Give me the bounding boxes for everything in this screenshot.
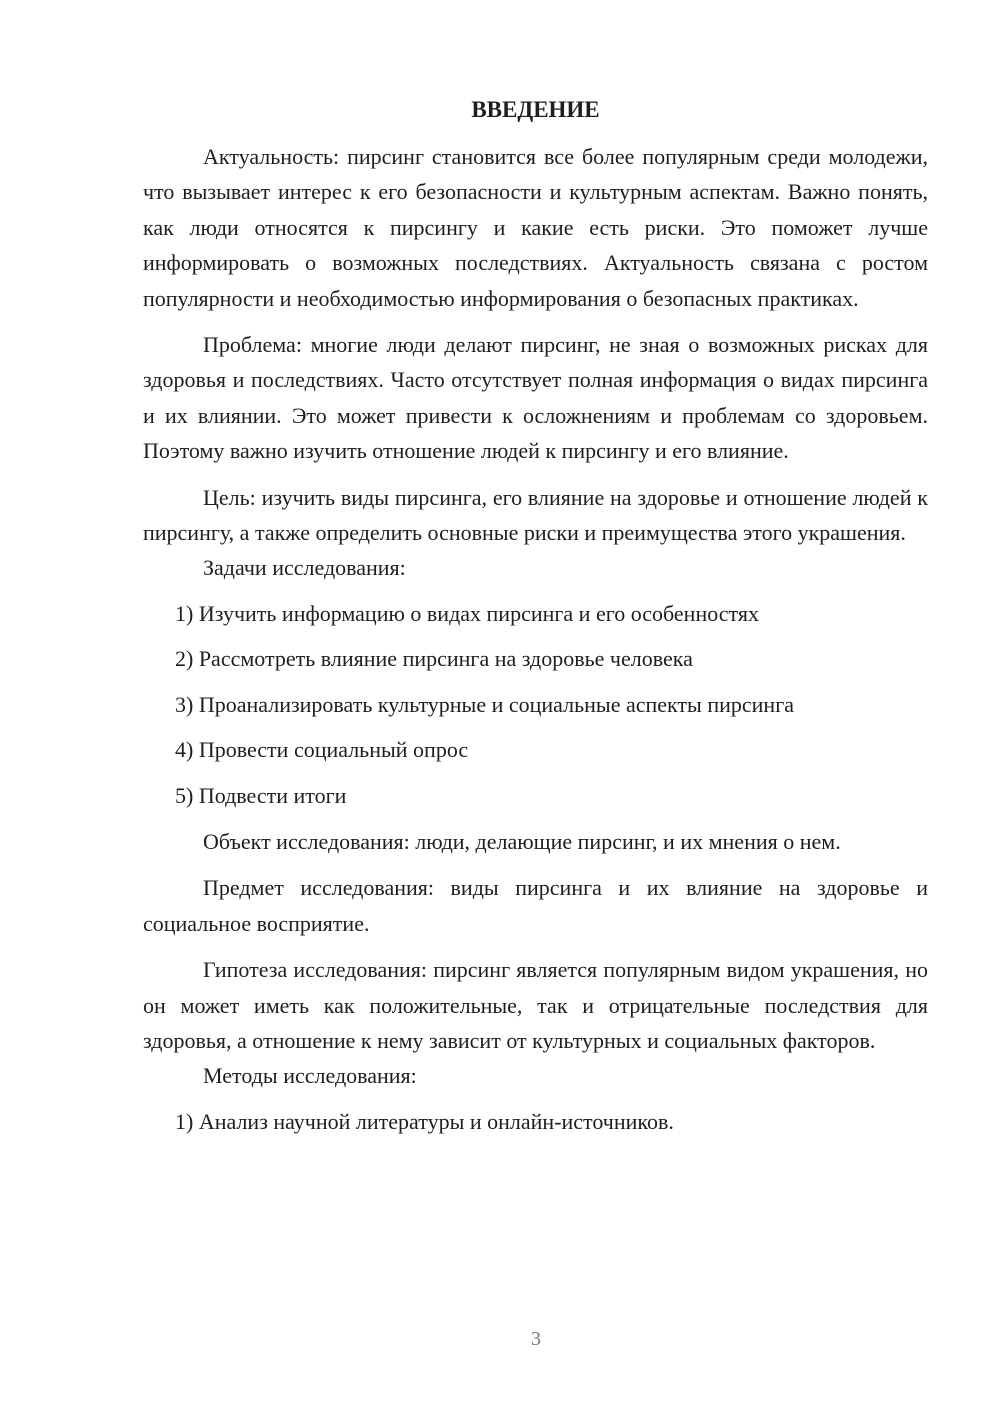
list-item: 3) Проанализировать культурные и социальные аспекты пирсинга — [175, 691, 794, 717]
methods-list — [143, 1104, 928, 1139]
list-item: 4) Провести социальный опрос — [175, 737, 469, 763]
problem-paragraph: Проблема: многие люди делают пирсинг, не зная о возможных рисках для здоровья и последствиях. Часто отсутствует полная информация о видах пирсинга и их влиянии. Это может привести к осложнениям и проблемам со здоровьем. Поэтому важно изучить отношение людей к пирсингу и его влияние. — [143, 332, 928, 464]
methods-heading: Методы исследования: — [203, 1063, 417, 1089]
page-content — [143, 92, 928, 1139]
list-item: 1) Анализ научной литературы и онлайн-источников. — [175, 1108, 674, 1134]
list-item: 5) Подвести итоги — [175, 782, 347, 808]
section-title: ВВЕДЕНИЕ — [471, 97, 600, 122]
relevance-paragraph: Актуальность: пирсинг становится все более популярным среди молодежи, что вызывает интерес к его безопасности и культурным аспектам. Важно понять, как люди относятся к пирсингу и какие есть риски. Это поможет лучше информировать о возможных последствиях. Актуальность связана с ростом популярности и необходимостью информирования о безопасных практиках. — [143, 144, 928, 311]
page-number: 3 — [531, 1328, 541, 1350]
object-paragraph: Объект исследования: люди, делающие пирсинг, и их мнения о нем. — [203, 828, 841, 854]
tasks-heading: Задачи исследования: — [203, 555, 406, 581]
subject-paragraph: Предмет исследования: виды пирсинга и их влияние на здоровье и социальное восприятие. — [143, 875, 928, 936]
tasks-list — [143, 596, 928, 813]
goal-paragraph: Цель: изучить виды пирсинга, его влияние на здоровье и отношение людей к пирсингу, а также определить основные риски и преимущества этого украшения. — [143, 484, 928, 546]
list-item: 2) Рассмотреть влияние пирсинга на здоровье человека — [175, 646, 693, 672]
hypothesis-paragraph: Гипотеза исследования: пирсинг является популярным видом украшения, но он может иметь как положительные, так и отрицательные последствия для здоровья, а отношение к нему зависит от культурных и социальных факторов. — [143, 957, 928, 1053]
list-item: 1) Изучить информацию о видах пирсинга и его особенностях — [175, 600, 759, 626]
